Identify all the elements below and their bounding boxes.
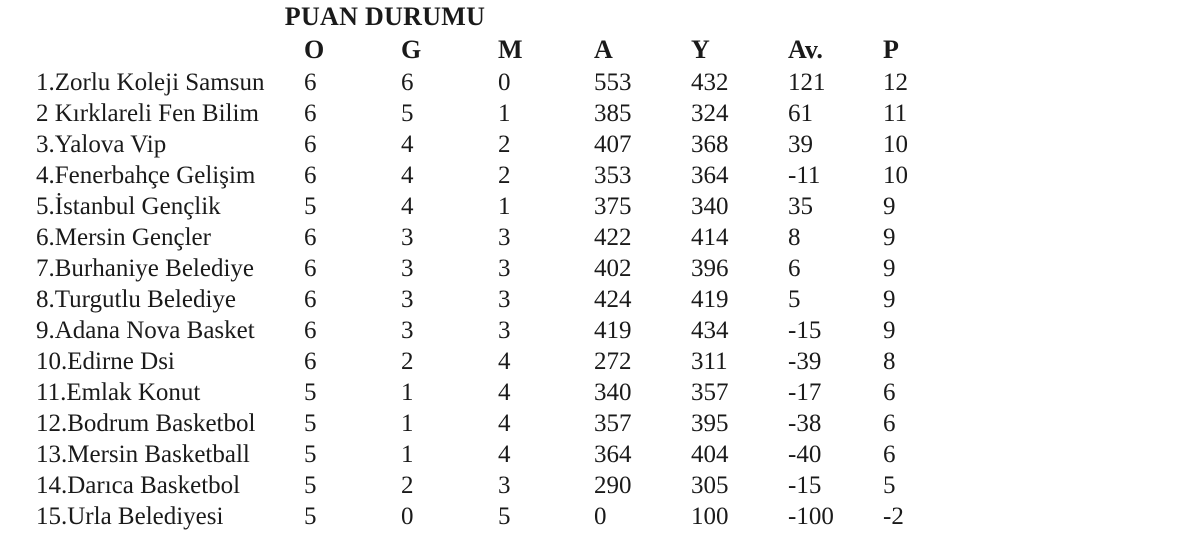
cell-o: 6 (304, 69, 317, 96)
cell-av: 39 (788, 131, 813, 158)
cell-m: 1 (498, 100, 511, 127)
page-title: PUAN DURUMU (284, 2, 486, 31)
cell-av: 6 (788, 255, 801, 282)
cell-a: 553 (594, 69, 632, 96)
cell-team: 3.Yalova Vip (36, 131, 167, 158)
column-header-p: P (883, 35, 899, 64)
cell-p: 6 (883, 379, 896, 406)
table-row (0, 346, 963, 377)
cell-team: 15.Urla Belediyesi (36, 503, 224, 530)
table-body (0, 67, 963, 532)
cell-g: 1 (401, 410, 414, 437)
cell-a: 364 (594, 441, 632, 468)
table-row (0, 191, 963, 222)
cell-p: 9 (883, 286, 896, 313)
cell-p: 5 (883, 472, 896, 499)
cell-y: 364 (691, 162, 729, 189)
cell-y: 305 (691, 472, 729, 499)
cell-a: 340 (594, 379, 632, 406)
cell-av: -100 (788, 503, 834, 530)
cell-av: 35 (788, 193, 813, 220)
table-row (0, 160, 963, 191)
table-row (0, 284, 963, 315)
cell-y: 396 (691, 255, 729, 282)
cell-o: 5 (304, 472, 317, 499)
cell-av: -15 (788, 317, 822, 344)
cell-g: 3 (401, 286, 414, 313)
cell-y: 395 (691, 410, 729, 437)
cell-y: 414 (691, 224, 729, 251)
table-row (0, 222, 963, 253)
cell-a: 402 (594, 255, 632, 282)
cell-p: 10 (883, 162, 908, 189)
cell-av: 121 (788, 69, 826, 96)
cell-a: 290 (594, 472, 632, 499)
cell-o: 5 (304, 503, 317, 530)
cell-av: -38 (788, 410, 822, 437)
column-header-o: O (304, 35, 325, 64)
cell-team: 11.Emlak Konut (36, 379, 201, 406)
cell-o: 5 (304, 441, 317, 468)
table-row (0, 439, 963, 470)
cell-o: 6 (304, 286, 317, 313)
cell-a: 422 (594, 224, 632, 251)
cell-p: -2 (883, 503, 904, 530)
cell-m: 4 (498, 441, 511, 468)
cell-m: 5 (498, 503, 511, 530)
cell-av: 8 (788, 224, 801, 251)
cell-team: 12.Bodrum Basketbol (36, 410, 256, 437)
column-header-g: G (401, 35, 422, 64)
cell-y: 324 (691, 100, 729, 127)
cell-y: 404 (691, 441, 729, 468)
table-header-row (0, 34, 963, 67)
cell-o: 6 (304, 317, 317, 344)
table-row (0, 315, 963, 346)
cell-p: 11 (883, 100, 908, 127)
cell-g: 3 (401, 317, 414, 344)
cell-av: 5 (788, 286, 801, 313)
cell-a: 407 (594, 131, 632, 158)
column-header-y: Y (691, 35, 710, 64)
cell-team: 9.Adana Nova Basket (36, 317, 255, 344)
cell-team: 10.Edirne Dsi (36, 348, 175, 375)
table-row (0, 501, 963, 532)
column-header-av: Av. (788, 35, 823, 64)
table-row (0, 377, 963, 408)
cell-p: 12 (883, 69, 908, 96)
cell-p: 9 (883, 255, 896, 282)
table-header (0, 34, 963, 67)
cell-av: -39 (788, 348, 822, 375)
cell-av: -11 (788, 162, 821, 189)
cell-y: 311 (691, 348, 728, 375)
column-header-a: A (594, 35, 613, 64)
cell-g: 4 (401, 131, 414, 158)
cell-team: 2 Kırklareli Fen Bilim (36, 100, 259, 127)
cell-o: 6 (304, 100, 317, 127)
cell-y: 340 (691, 193, 729, 220)
cell-y: 434 (691, 317, 729, 344)
cell-a: 424 (594, 286, 632, 313)
cell-m: 3 (498, 224, 511, 251)
cell-a: 419 (594, 317, 632, 344)
cell-p: 8 (883, 348, 896, 375)
cell-g: 1 (401, 379, 414, 406)
cell-p: 9 (883, 193, 896, 220)
cell-av: 61 (788, 100, 813, 127)
cell-g: 6 (401, 69, 414, 96)
cell-m: 2 (498, 131, 511, 158)
cell-o: 6 (304, 224, 317, 251)
cell-team: 8.Turgutlu Belediye (36, 286, 237, 313)
table-row (0, 98, 963, 129)
cell-g: 4 (401, 162, 414, 189)
cell-team: 6.Mersin Gençler (36, 224, 211, 251)
cell-m: 4 (498, 410, 511, 437)
cell-m: 3 (498, 472, 511, 499)
cell-o: 5 (304, 193, 317, 220)
cell-m: 3 (498, 317, 511, 344)
cell-y: 419 (691, 286, 729, 313)
table-row (0, 67, 963, 98)
cell-o: 6 (304, 131, 317, 158)
cell-team: 14.Darıca Basketbol (36, 472, 241, 499)
cell-g: 2 (401, 348, 414, 375)
standings-table (0, 34, 963, 532)
cell-m: 4 (498, 348, 511, 375)
column-header-team (0, 34, 304, 67)
cell-p: 6 (883, 410, 896, 437)
cell-g: 2 (401, 472, 414, 499)
cell-m: 2 (498, 162, 511, 189)
cell-a: 0 (594, 503, 607, 530)
cell-g: 3 (401, 255, 414, 282)
cell-a: 385 (594, 100, 632, 127)
cell-a: 272 (594, 348, 632, 375)
cell-m: 3 (498, 255, 511, 282)
cell-m: 4 (498, 379, 511, 406)
cell-a: 353 (594, 162, 632, 189)
cell-y: 100 (691, 503, 729, 530)
cell-o: 5 (304, 410, 317, 437)
cell-o: 6 (304, 162, 317, 189)
table-row (0, 129, 963, 160)
cell-team: 4.Fenerbahçe Gelişim (36, 162, 256, 189)
cell-m: 0 (498, 69, 511, 96)
table-row (0, 408, 963, 439)
cell-g: 0 (401, 503, 414, 530)
cell-g: 1 (401, 441, 414, 468)
cell-y: 432 (691, 69, 729, 96)
cell-m: 3 (498, 286, 511, 313)
cell-av: -15 (788, 472, 822, 499)
cell-p: 9 (883, 317, 896, 344)
cell-p: 10 (883, 131, 908, 158)
cell-team: 7.Burhaniye Belediye (36, 255, 254, 282)
cell-o: 6 (304, 255, 317, 282)
cell-o: 6 (304, 348, 317, 375)
cell-av: -17 (788, 379, 822, 406)
table-row (0, 253, 963, 284)
cell-o: 5 (304, 379, 317, 406)
cell-m: 1 (498, 193, 511, 220)
cell-p: 6 (883, 441, 896, 468)
column-header-m: M (498, 35, 523, 64)
cell-a: 375 (594, 193, 632, 220)
cell-y: 368 (691, 131, 729, 158)
cell-team: 13.Mersin Basketball (36, 441, 250, 468)
cell-g: 3 (401, 224, 414, 251)
cell-team: 5.İstanbul Gençlik (36, 193, 221, 220)
cell-y: 357 (691, 379, 729, 406)
cell-g: 5 (401, 100, 414, 127)
cell-team: 1.Zorlu Koleji Samsun (36, 69, 265, 96)
cell-a: 357 (594, 410, 632, 437)
cell-g: 4 (401, 193, 414, 220)
table-row (0, 470, 963, 501)
cell-p: 9 (883, 224, 896, 251)
cell-av: -40 (788, 441, 822, 468)
